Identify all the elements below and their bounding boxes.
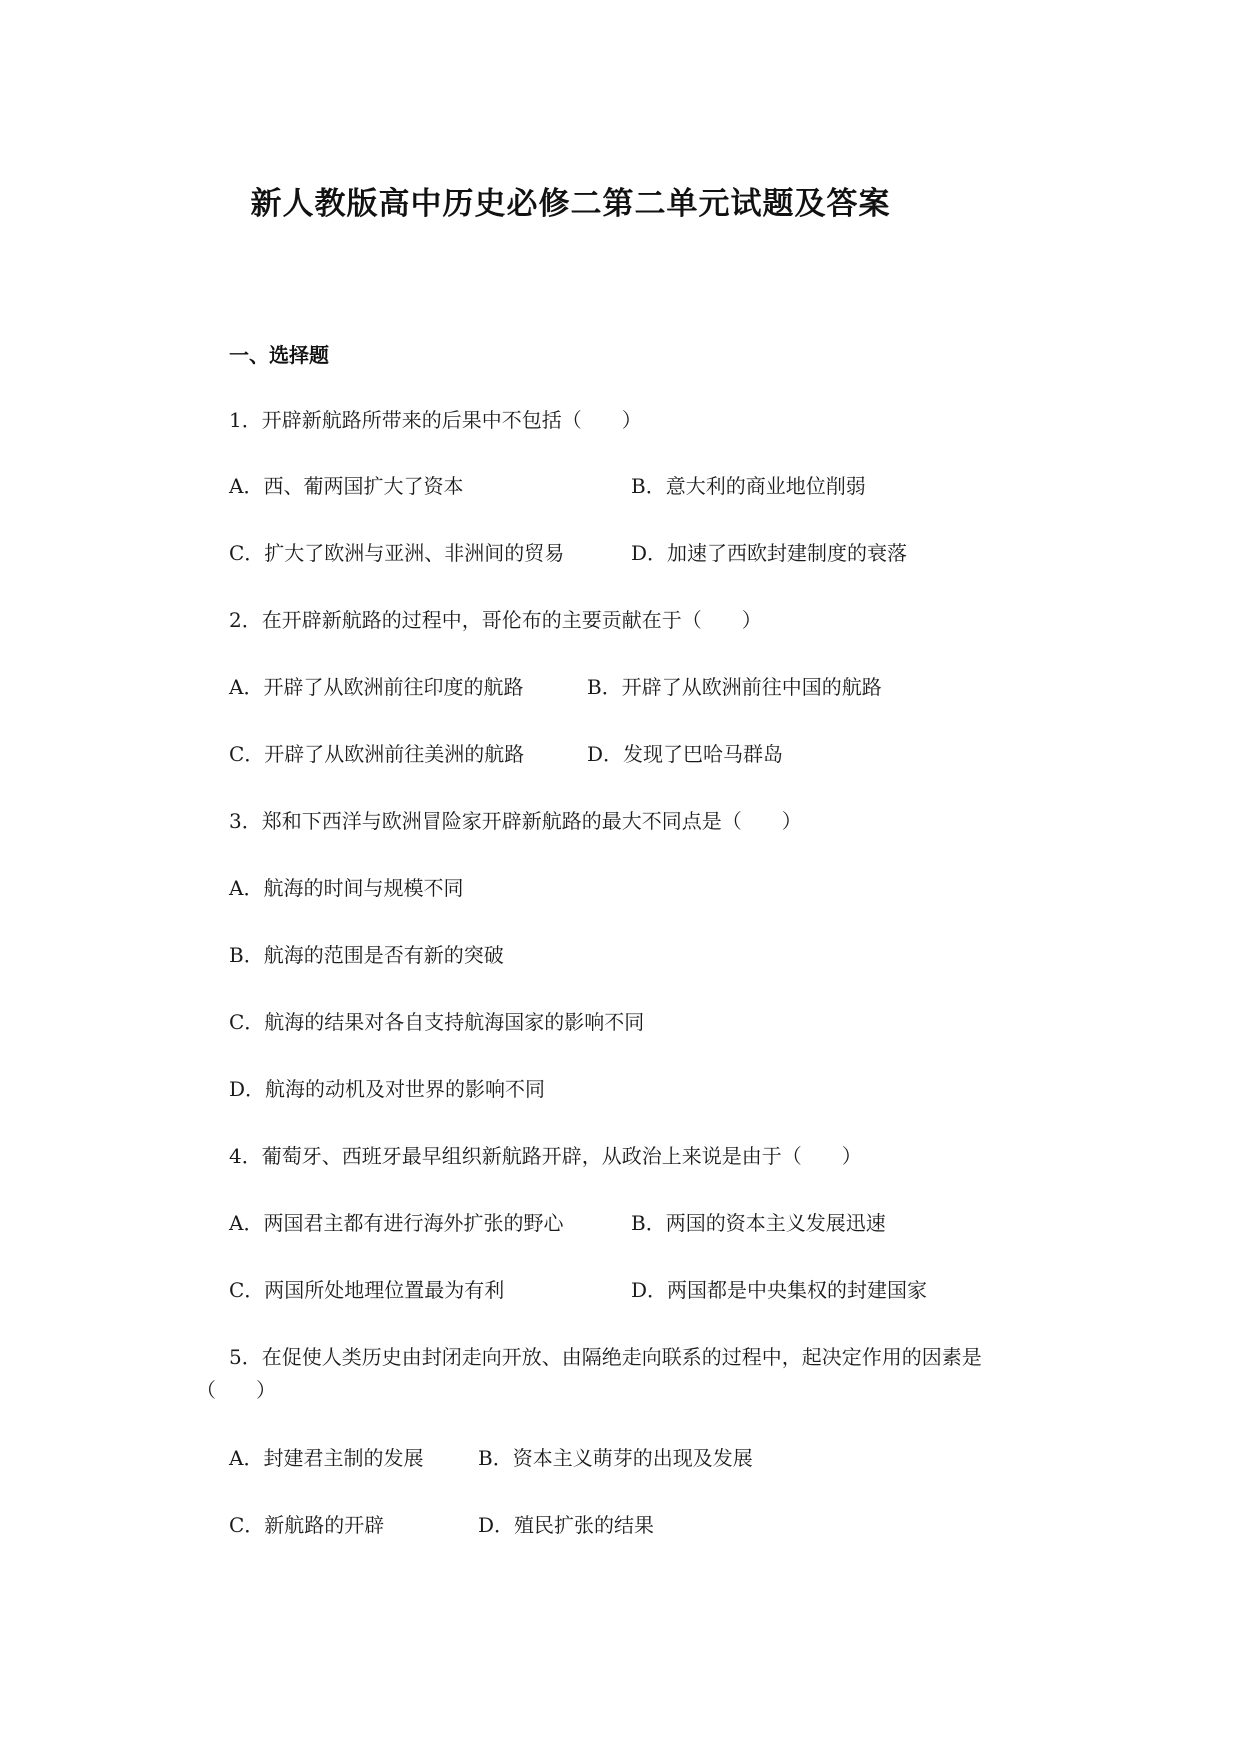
question-1-option-c: C．扩大了欧洲与亚洲、非洲间的贸易 <box>229 541 565 565</box>
question-4-option-c: C．两国所处地理位置最为有利 <box>229 1278 505 1302</box>
question-3-stem: 3．郑和下西洋与欧洲冒险家开辟新航路的最大不同点是（ ） <box>229 809 802 833</box>
question-4-stem: 4．葡萄牙、西班牙最早组织新航路开辟，从政治上来说是由于（ ） <box>229 1144 862 1168</box>
question-3-option-b: B．航海的范围是否有新的突破 <box>229 943 504 967</box>
section-heading: 一、选择题 <box>229 343 329 367</box>
question-1-option-b: B．意大利的商业地位削弱 <box>631 474 866 498</box>
question-3-option-c: C．航海的结果对各自支持航海国家的影响不同 <box>229 1010 645 1034</box>
question-4-option-a: A．两国君主都有进行海外扩张的野心 <box>229 1211 564 1235</box>
question-2-option-d: D．发现了巴哈马群岛 <box>587 742 784 766</box>
question-2-option-a: A．开辟了从欧洲前往印度的航路 <box>229 675 524 699</box>
question-2-option-b: B．开辟了从欧洲前往中国的航路 <box>587 675 882 699</box>
question-5-option-c: C．新航路的开辟 <box>229 1513 385 1537</box>
question-1-option-a: A．西、葡两国扩大了资本 <box>229 474 464 498</box>
question-4-option-b: B．两国的资本主义发展迅速 <box>631 1211 886 1235</box>
question-4-option-d: D．两国都是中央集权的封建国家 <box>631 1278 928 1302</box>
question-2-option-c: C．开辟了从欧洲前往美洲的航路 <box>229 742 525 766</box>
question-3-option-a: A．航海的时间与规模不同 <box>229 876 464 900</box>
question-5-option-b: B．资本主义萌芽的出现及发展 <box>478 1446 753 1470</box>
document-title: 新人教版高中历史必修二第二单元试题及答案 <box>250 186 891 222</box>
question-3-option-d: D．航海的动机及对世界的影响不同 <box>229 1077 546 1101</box>
question-5-stem-continuation: （ ） <box>196 1378 276 1402</box>
question-5-option-a: A．封建君主制的发展 <box>229 1446 424 1470</box>
question-5-option-d: D．殖民扩张的结果 <box>478 1513 655 1537</box>
question-2-stem: 2．在开辟新航路的过程中，哥伦布的主要贡献在于（ ） <box>229 608 762 632</box>
question-1-option-d: D．加速了西欧封建制度的衰落 <box>631 541 908 565</box>
question-5-stem: 5．在促使人类历史由封闭走向开放、由隔绝走向联系的过程中，起决定作用的因素是 <box>229 1345 982 1369</box>
question-1-stem: 1．开辟新航路所带来的后果中不包括（ ） <box>229 408 642 432</box>
